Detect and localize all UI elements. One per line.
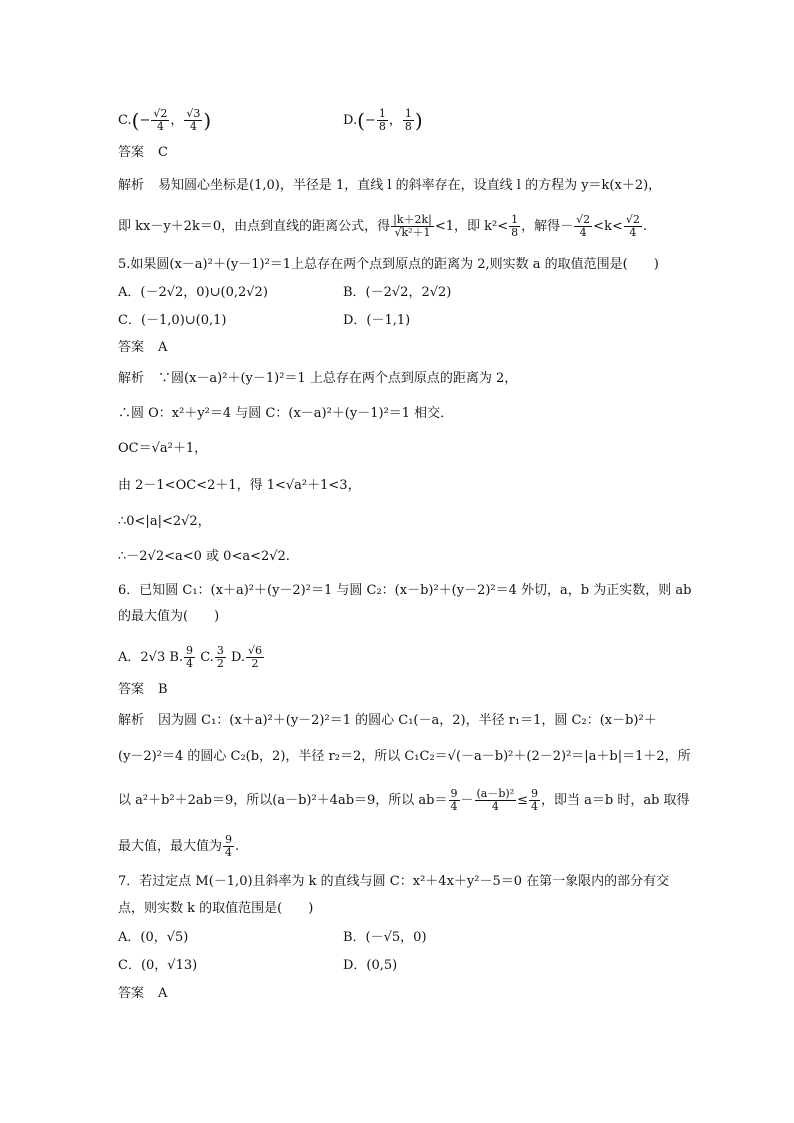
q6-option-b: B. $\frac{9}{4}$ (169, 644, 194, 670)
q6-stem-line-1: 6．已知圆 C₁：(x＋a)²＋(y－2)²＝1 与圆 C₂：(x－b)²＋(y－2)²＝4 外切，a，b 为正实数，则 ab (118, 583, 692, 598)
q6-analysis-line-2: (y－2)²＝4 的圆心 C₂(b，2)，半径 r₂＝2，所以 C₁C₂＝√(－a－b)²＋(2－2)²＝|a＋b|＝1＋2，所 (118, 749, 691, 764)
q5-analysis-line-5: ∴0<|a|<2√2， (118, 514, 211, 529)
q6-options (118, 645, 265, 670)
q4-analysis-line-2: 即 kx－y＋2k＝0，由点到直线的距离公式，得 $\frac{|k+2k|}{\text{√k²＋1}}$ <1，即 k²< $\frac{1}{8}$ ，解得－ $\frac{√2}{4}$ <k< $\frac{√2}{4}$ . (118, 213, 647, 239)
q4-answer: 答案 C (118, 145, 168, 160)
q5-stem: 5.如果圆(x－a)²＋(y－1)²＝1上总存在两个点到原点的距离为 2,则实数 a 的取值范围是( ) (118, 257, 659, 272)
q7-stem-line-1: 7．若过定点 M(－1,0)且斜率为 k 的直线与圆 C：x²＋4x＋y²－5＝0 在第一象限内的部分有交 (118, 874, 670, 889)
q5-analysis-line-1: 解析 ∵圆(x－a)²＋(y－1)²＝1 上总存在两个点到原点的距离为 2， (118, 371, 518, 386)
q5-option-a: A．(－2√2，0)∪(0,2√2) (118, 285, 268, 300)
q7-option-b: B．(－√5，0) (343, 930, 427, 945)
q7-answer: 答案 A (118, 986, 168, 1001)
q5-analysis-line-6: ∴－2√2<a<0 或 0<a<2√2. (118, 549, 290, 564)
q5-option-d: D．(－1,1) (343, 313, 411, 328)
q6-option-c: C. $\frac{3}{2}$ (200, 644, 224, 670)
q6-option-a: A．2√3 (118, 650, 166, 665)
q7-option-a: A．(0，√5) (118, 930, 189, 945)
q4-analysis-line-1: 解析 易知圆心坐标是(1,0)，半径是 1，直线 l 的斜率存在，设直线 l 的方程为 y＝k(x＋2)， (118, 178, 662, 193)
q5-analysis-line-2: ∴圆 O：x²＋y²＝4 与圆 C：(x－a)²＋(y－1)²＝1 相交． (118, 406, 454, 421)
q6-analysis-line-3: 以 a²＋b²＋2ab＝9，所以(a－b)²＋4ab＝9，所以 ab＝ $\frac{9}{4}$ － $\frac{\text{(a－b)²}}{4}$ ≤ $\frac{9}{4}$ ，即当 a＝b 时，ab 取得 (118, 787, 690, 813)
q7-option-c: C．(0，√13) (118, 958, 198, 973)
q5-option-c: C．(－1,0)∪(0,1) (118, 313, 227, 328)
q7-option-d: D．(0,5) (343, 958, 398, 973)
q4-option-d: D.(− $\frac{1}{8}$ ， $\frac{1}{8}$ ) (343, 107, 423, 133)
q5-analysis-line-4: 由 2－1<OC<2＋1，得 1<√a²＋1<3， (118, 478, 361, 493)
q5-answer: 答案 A (118, 340, 168, 355)
q5-analysis-line-3: OC＝√a²＋1， (118, 441, 208, 456)
q7-stem-line-2: 点，则实数 k 的取值范围是( ) (118, 901, 314, 916)
q6-option-d: D. $\frac{√6}{2}$ (230, 644, 263, 670)
q6-answer: 答案 B (118, 682, 168, 697)
q4-option-c: C.(− $\frac{√2}{4}$ ， $\frac{√3}{4}$ ) (118, 107, 212, 133)
q6-analysis-line-1: 解析 因为圆 C₁：(x＋a)²＋(y－2)²＝1 的圆心 C₁(－a，2)，半径 r₁＝1，圆 C₂：(x－b)²＋ (118, 713, 657, 728)
q6-analysis-line-4: 最大值，最大值为 $\frac{9}{4}$ . (118, 833, 240, 859)
q5-option-b: B．(－2√2，2√2) (343, 285, 452, 300)
q6-stem-line-2: 的最大值为( ) (118, 609, 220, 624)
